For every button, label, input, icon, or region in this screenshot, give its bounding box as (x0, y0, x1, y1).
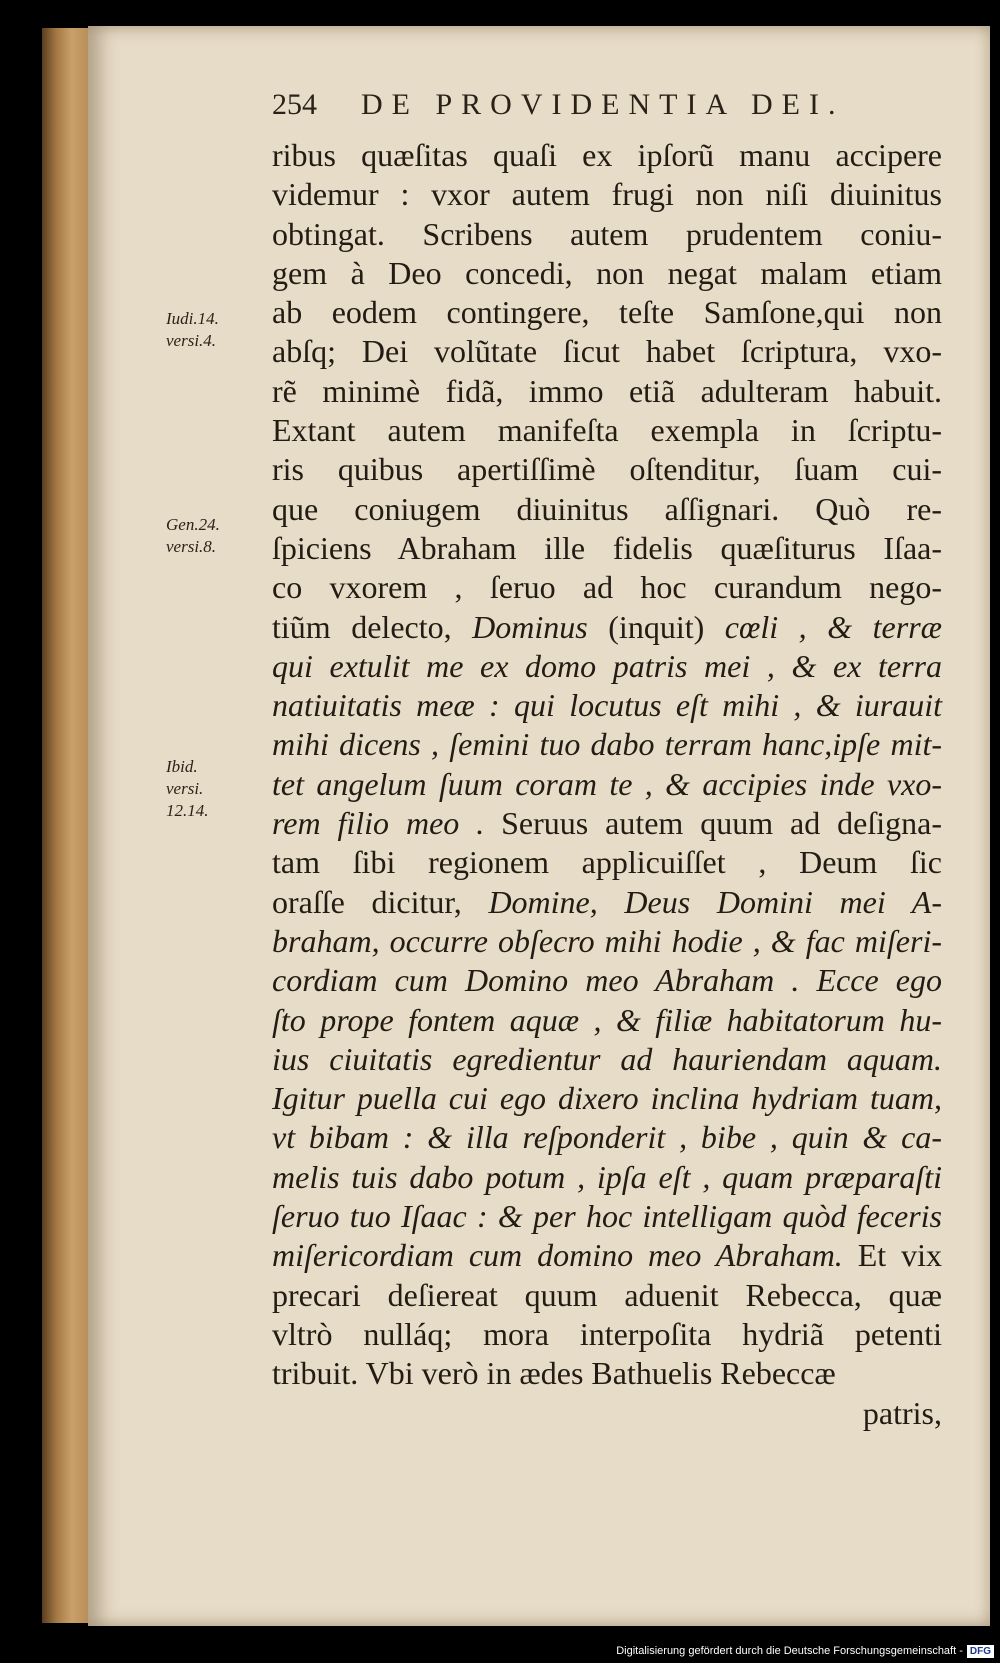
text-segment: qui extulit me ex domo patris mei , & ex terra (272, 647, 942, 684)
text-line (272, 332, 942, 371)
text-line (272, 804, 942, 843)
text-segment: vltrò nulláq; mora interpoſita hydriã petenti (272, 1315, 942, 1352)
text-line (272, 450, 942, 489)
text-line (272, 1197, 942, 1236)
text-segment: rem filio meo . (272, 805, 502, 842)
text-line (272, 608, 942, 647)
text-line (272, 215, 942, 254)
running-title: DE PROVIDENTIA DEI. (361, 88, 845, 121)
text-line (272, 1040, 942, 1079)
text-line (272, 568, 942, 607)
text-segment: tam ſibi regionem applicuiſſet , Deum ſic (272, 844, 942, 881)
margin-note-3: Ibid. versi. 12.14. (166, 757, 209, 820)
text-segment: Domine, Deus Domini mei A- (488, 883, 943, 920)
text-segment: Dominus (472, 608, 588, 645)
text-segment: rẽ minimè fidã, immo etiã adulteram habuit. (272, 372, 942, 409)
text-line (272, 1354, 942, 1393)
text-segment: co vxorem , ſeruo ad hoc curandum nego- (272, 569, 942, 606)
text-line (272, 1001, 942, 1040)
text-line (272, 1236, 942, 1275)
text-line (272, 529, 942, 568)
text-segment: melis tuis dabo potum , ipſa eſt , quam præparaſti (272, 1158, 942, 1195)
text-segment: ris quibus apertiſſimè oſtenditur, ſuam cui- (272, 451, 942, 488)
footer-credit-bar (600, 1640, 1000, 1663)
text-segment: mihi dicens , ſemini tuo dabo terram hanc,ipſe mit- (272, 726, 942, 763)
text-segment: ius ciuitatis egredientur ad hauriendam aquam. (272, 1040, 942, 1077)
text-line (272, 411, 942, 450)
margin-note-2: Gen.24. versi.8. (166, 515, 220, 556)
text-segment: videmur : vxor autem frugi non niſi diuinitus (272, 176, 942, 213)
text-segment: Seruus autem quum ad deſigna- (501, 805, 942, 842)
text-segment: precari deſiereat quum aduenit Rebecca, quæ (272, 1276, 942, 1313)
text-segment: (inquit) (587, 608, 725, 645)
text-line (272, 647, 942, 686)
text-segment: que coniugem diuinitus aſſignari. Quò re- (272, 490, 942, 527)
text-segment: cordiam cum Domino meo Abraham . Ecce ego (272, 962, 942, 999)
text-segment: patris, (862, 1394, 942, 1431)
text-line (272, 1158, 942, 1197)
dfg-logo: DFG (967, 1645, 994, 1658)
margin-note-1: Iudi.14. versi.4. (166, 309, 219, 350)
text-segment: ribus quæſitas quaſi ex ipſorũ manu accipere (272, 137, 942, 173)
text-segment: miſericordiam cum domino meo Abraham. (272, 1237, 843, 1274)
text-line (272, 686, 942, 725)
text-segment: ſto prope fontem aquæ , & filiæ habitatorum hu- (272, 1001, 942, 1038)
body-text (272, 136, 942, 1433)
text-line (272, 1118, 942, 1157)
text-segment: cœli , & terræ (724, 608, 942, 645)
text-line (272, 765, 942, 804)
text-segment: ſeruo tuo Iſaac : & per hoc intelligam quòd feceris (272, 1198, 942, 1235)
text-segment: tiũm delecto, (272, 608, 473, 645)
text-segment: oraſſe dicitur, (272, 883, 489, 920)
text-segment: Et vix (842, 1237, 943, 1274)
text-segment: Extant autem manifeſta exempla in ſcriptu- (272, 412, 942, 449)
text-line (272, 922, 942, 961)
footer-credit: Digitalisierung gefördert durch die Deutsche Forschungsgemeinschaft - (616, 1645, 963, 1657)
text-segment: Igitur puella cui ego dixero inclina hydriam tuam, (272, 1080, 942, 1117)
text-line (272, 254, 942, 293)
text-segment: abſq; Dei volũtate ſicut habet ſcriptura, vxo- (272, 333, 942, 370)
text-segment: braham, occurre obſecro mihi hodie , & fac miſeri- (272, 922, 942, 959)
book-edge (42, 28, 92, 1623)
text-segment: ſpiciens Abraham ille fidelis quæſiturus Iſaa- (272, 529, 942, 566)
text-segment: tet angelum ſuum coram te , & accipies inde vxo- (272, 765, 942, 802)
text-line (272, 961, 942, 1000)
text-segment: gem à Deo concedi, non negat malam etiam (272, 254, 942, 291)
text-segment: natiuitatis meæ : qui locutus eſt mihi , & iurauit (272, 687, 942, 724)
page-number: 254 (272, 88, 317, 121)
text-segment: vt bibam : & illa reſponderit , bibe , quin & ca- (272, 1119, 942, 1156)
text-line (272, 175, 942, 214)
text-line (272, 883, 942, 922)
text-line (272, 1394, 942, 1433)
text-line (272, 1276, 942, 1315)
text-line (272, 372, 942, 411)
text-line (272, 843, 942, 882)
running-head (272, 88, 892, 122)
text-line (272, 490, 942, 529)
text-segment: obtingat. Scribens autem prudentem coniu- (272, 215, 942, 252)
text-line (272, 293, 942, 332)
text-line (272, 1315, 942, 1354)
text-line (272, 1079, 942, 1118)
text-segment: tribuit. Vbi verò in ædes Bathuelis Rebeccæ (272, 1355, 836, 1392)
text-line (272, 725, 942, 764)
text-line (272, 136, 942, 175)
text-segment: ab eodem contingere, teſte Samſone,qui non (272, 294, 942, 331)
